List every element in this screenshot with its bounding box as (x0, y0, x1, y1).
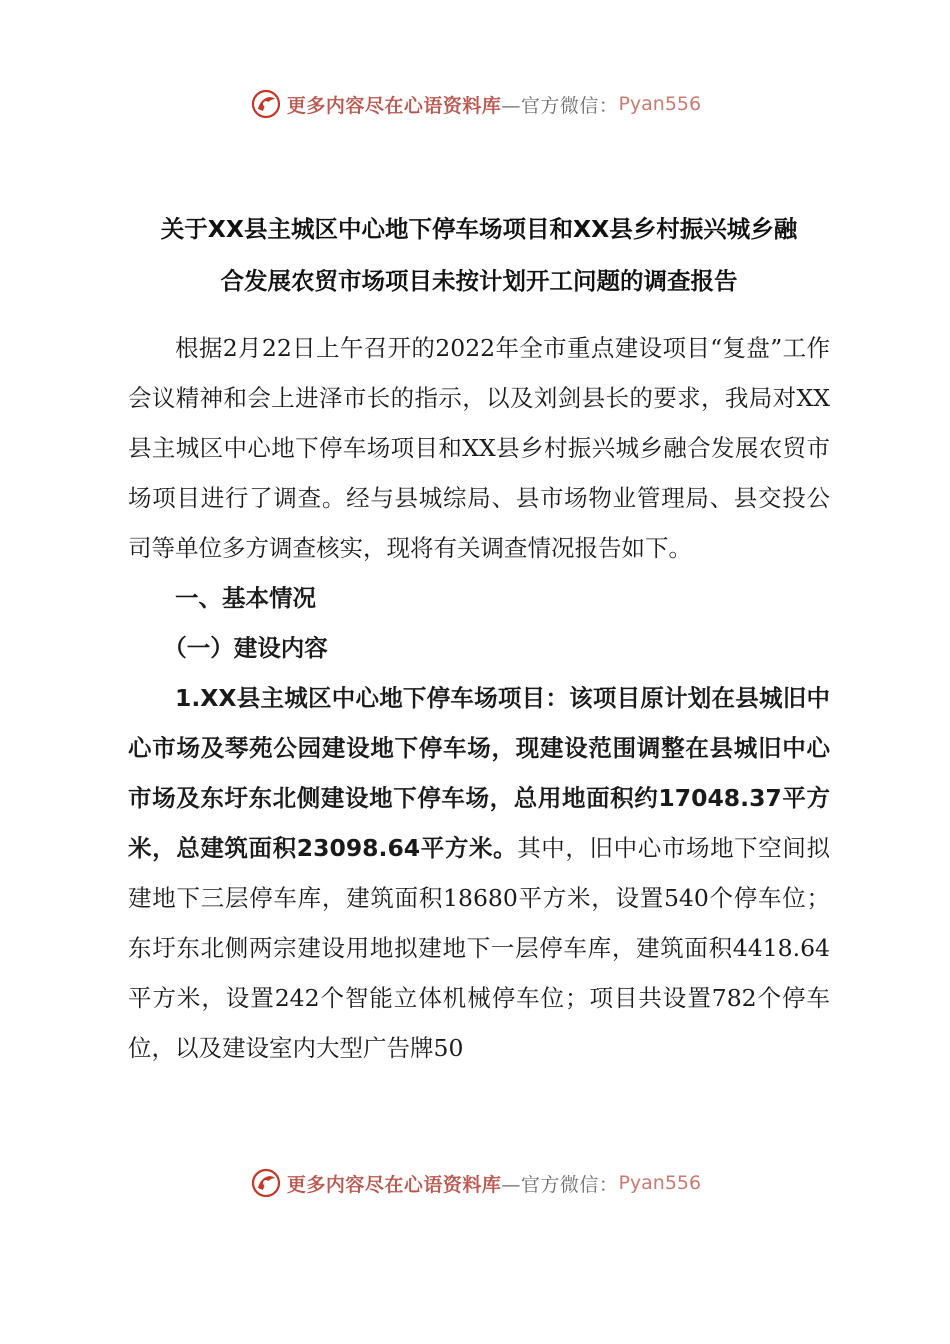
watermark-brand: 更多内容尽在心语资料库 (286, 94, 502, 117)
watermark-brand: 更多内容尽在心语资料库 (286, 1173, 502, 1196)
watermark-footer (0, 1163, 950, 1203)
item-bold-text: 1.XX县主城区中心地下停车场项目：该项目原计划在县城旧中心市场及琴苑公园建设地下停车场，现建设范围调整在县城旧中心市场及东圩东北侧建设地下停车场，总用地面积约17048.37平方米，总建筑面积23098.64平方米。 (128, 684, 830, 862)
title-line-2: 合发展农贸市场项目未按计划开工问题的调查报告 (220, 267, 738, 295)
watermark-header (0, 84, 950, 124)
document-body (128, 323, 830, 1073)
item-paragraph (128, 673, 830, 1073)
title-line-1: 关于XX县主城区中心地下停车场项目和XX县乡村振兴城乡融 (160, 215, 798, 243)
subsection-heading: （一）建设内容 (163, 634, 328, 662)
section-heading: 一、基本情况 (175, 584, 316, 612)
item-plain-text: 其中，旧中心市场地下空间拟建地下三层停车库，建筑面积18680平方米，设置540个停车位；东圩东北侧两宗建设用地拟建地下一层停车库，建筑面积4418.64平方米，设置242个智能立体机械停车位；项目共设置782个停车位，以及建设室内大型广告牌50 (128, 834, 831, 1062)
watermark-handle: Pyan556 (618, 1172, 702, 1194)
watermark-official: —官方微信： (501, 94, 619, 117)
logo-icon (249, 87, 283, 121)
document-title (128, 203, 830, 307)
intro-paragraph: 根据2月22日上午召开的2022年全市重点建设项目“复盘”工作会议精神和会上进泽市长的指示，以及刘剑县长的要求，我局对XX县主城区中心地下停车场项目和XX县乡村振兴城乡融合发展农贸市场项目进行了调查。经与县城综局、县市场物业管理局、县交投公司等单位多方调查核实，现将有关调查情况报告如下。 (128, 334, 830, 562)
logo-icon (249, 1166, 283, 1200)
watermark-handle: Pyan556 (618, 93, 702, 115)
watermark-official: —官方微信： (501, 1173, 619, 1196)
